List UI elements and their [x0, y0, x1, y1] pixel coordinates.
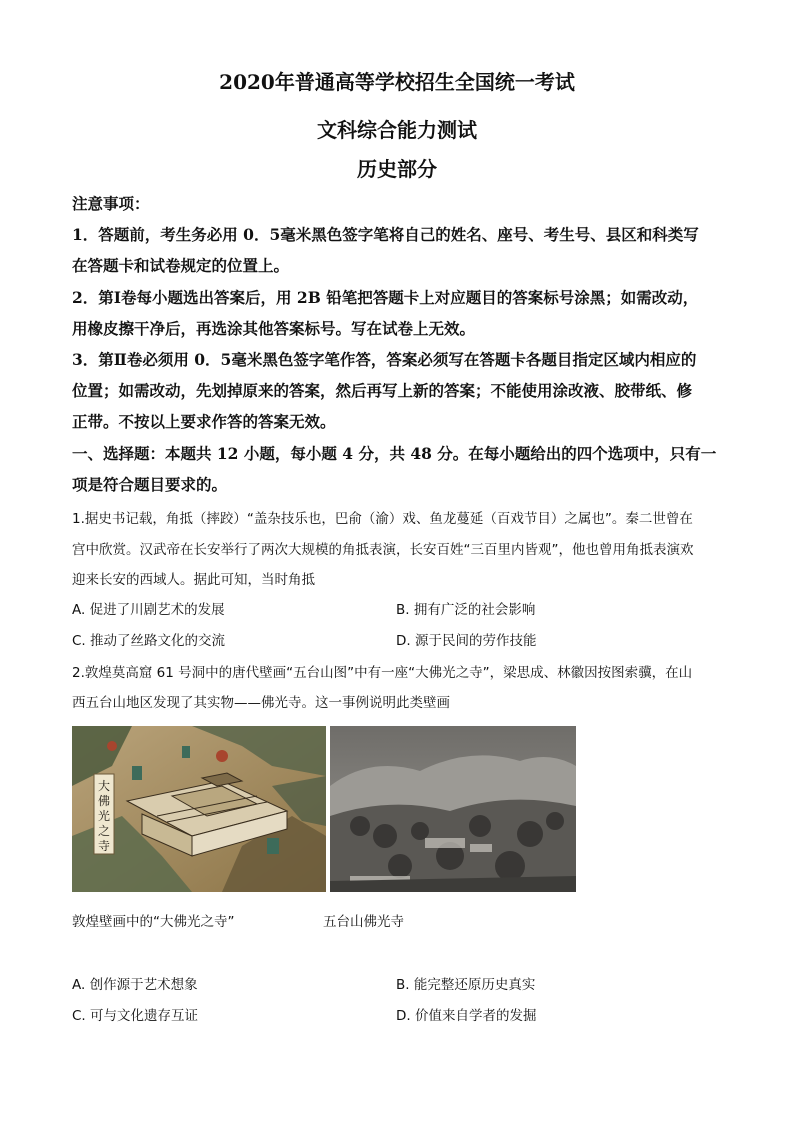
notice-item-3-line-2: 位置；如需改动，先划掉原来的答案，然后再写上新的答案；不能使用涂改液、胶带纸、修 — [72, 381, 693, 400]
question-1-option-c[interactable]: C. 推动了丝路文化的交流 — [72, 633, 226, 649]
question-1-stem-line-1: 1.据史书记载，角抵（摔跤）“盖杂技乐也，巴俞（渝）戏、鱼龙蔓延（百戏节目）之属也”。秦二世曾在 — [72, 511, 693, 527]
notice-item-2-line-2: 用橡皮擦干净后，再选涂其他答案标号。写在试卷上无效。 — [72, 319, 476, 338]
caption-temple-photo: 五台山佛光寺 — [323, 914, 404, 930]
question-1-option-d[interactable]: D. 源于民间的劳作技能 — [396, 633, 537, 649]
caption-mural: 敦煌壁画中的“大佛光之寺” — [72, 914, 235, 930]
question-1-option-b[interactable]: B. 拥有广泛的社会影响 — [396, 602, 536, 618]
question-2-option-a[interactable]: A. 创作源于艺术想象 — [72, 977, 198, 993]
exam-title: 2020年普通高等学校招生全国统一考试 — [219, 70, 575, 94]
exam-section-title: 历史部分 — [357, 157, 437, 181]
section-line-2: 项是符合题目要求的。 — [72, 475, 228, 494]
notice-item-2-line-1: 2．第Ⅰ卷每小题选出答案后，用 2B 铅笔把答题卡上对应题目的答案标号涂黑；如需改动， — [72, 288, 699, 307]
question-2-option-c[interactable]: C. 可与文化遗存互证 — [72, 1008, 199, 1024]
question-2-stem-line-2: 西五台山地区发现了其实物——佛光寺。这一事例说明此类壁画 — [72, 695, 450, 711]
notice-item-3-line-3: 正带。不按以上要求作答的答案无效。 — [72, 412, 336, 431]
mural-label-char: 光 — [97, 809, 111, 823]
notice-item-1-line-2: 在答题卡和试卷规定的位置上。 — [72, 256, 290, 275]
exam-subtitle: 文科综合能力测试 — [317, 118, 477, 142]
question-1-stem-line-3: 迎来长安的西域人。据此可知，当时角抵 — [72, 572, 315, 588]
question-1-option-a[interactable]: A. 促进了川剧艺术的发展 — [72, 602, 225, 618]
question-2-option-b[interactable]: B. 能完整还原历史真实 — [396, 977, 536, 993]
mural-label-char: 佛 — [97, 794, 111, 808]
notice-heading: 注意事项： — [72, 194, 150, 213]
notice-item-3-line-1: 3．第Ⅱ卷必须用 0．5毫米黑色签字笔作答，答案必须写在答题卡各题目指定区域内相应的 — [72, 350, 697, 369]
question-1-stem-line-2: 宫中欣赏。汉武帝在长安举行了两次大规模的角抵表演，长安百姓“三百里内皆观”，他也曾用角抵表演欢 — [72, 542, 694, 558]
mural-label-char: 寺 — [97, 839, 111, 853]
section-line-1: 一、选择题：本题共 12 小题，每小题 4 分，共 48 分。在每小题给出的四个选项中，只有一 — [72, 444, 717, 463]
foguang-temple-photo — [330, 726, 576, 892]
question-2-option-d[interactable]: D. 价值来自学者的发掘 — [396, 1008, 537, 1024]
question-2-stem-line-1: 2.敦煌莫高窟 61 号洞中的唐代壁画“五台山图”中有一座“大佛光之寺”，梁思成、林徽因按图索骥，在山 — [72, 665, 693, 681]
mural-label-char: 之 — [97, 824, 111, 838]
mural-label-char: 大 — [97, 779, 111, 793]
dunhuang-mural-image — [72, 726, 326, 892]
notice-item-1-line-1: 1．答题前，考生务必用 0．5毫米黑色签字笔将自己的姓名、座号、考生号、县区和科类写 — [72, 225, 699, 244]
